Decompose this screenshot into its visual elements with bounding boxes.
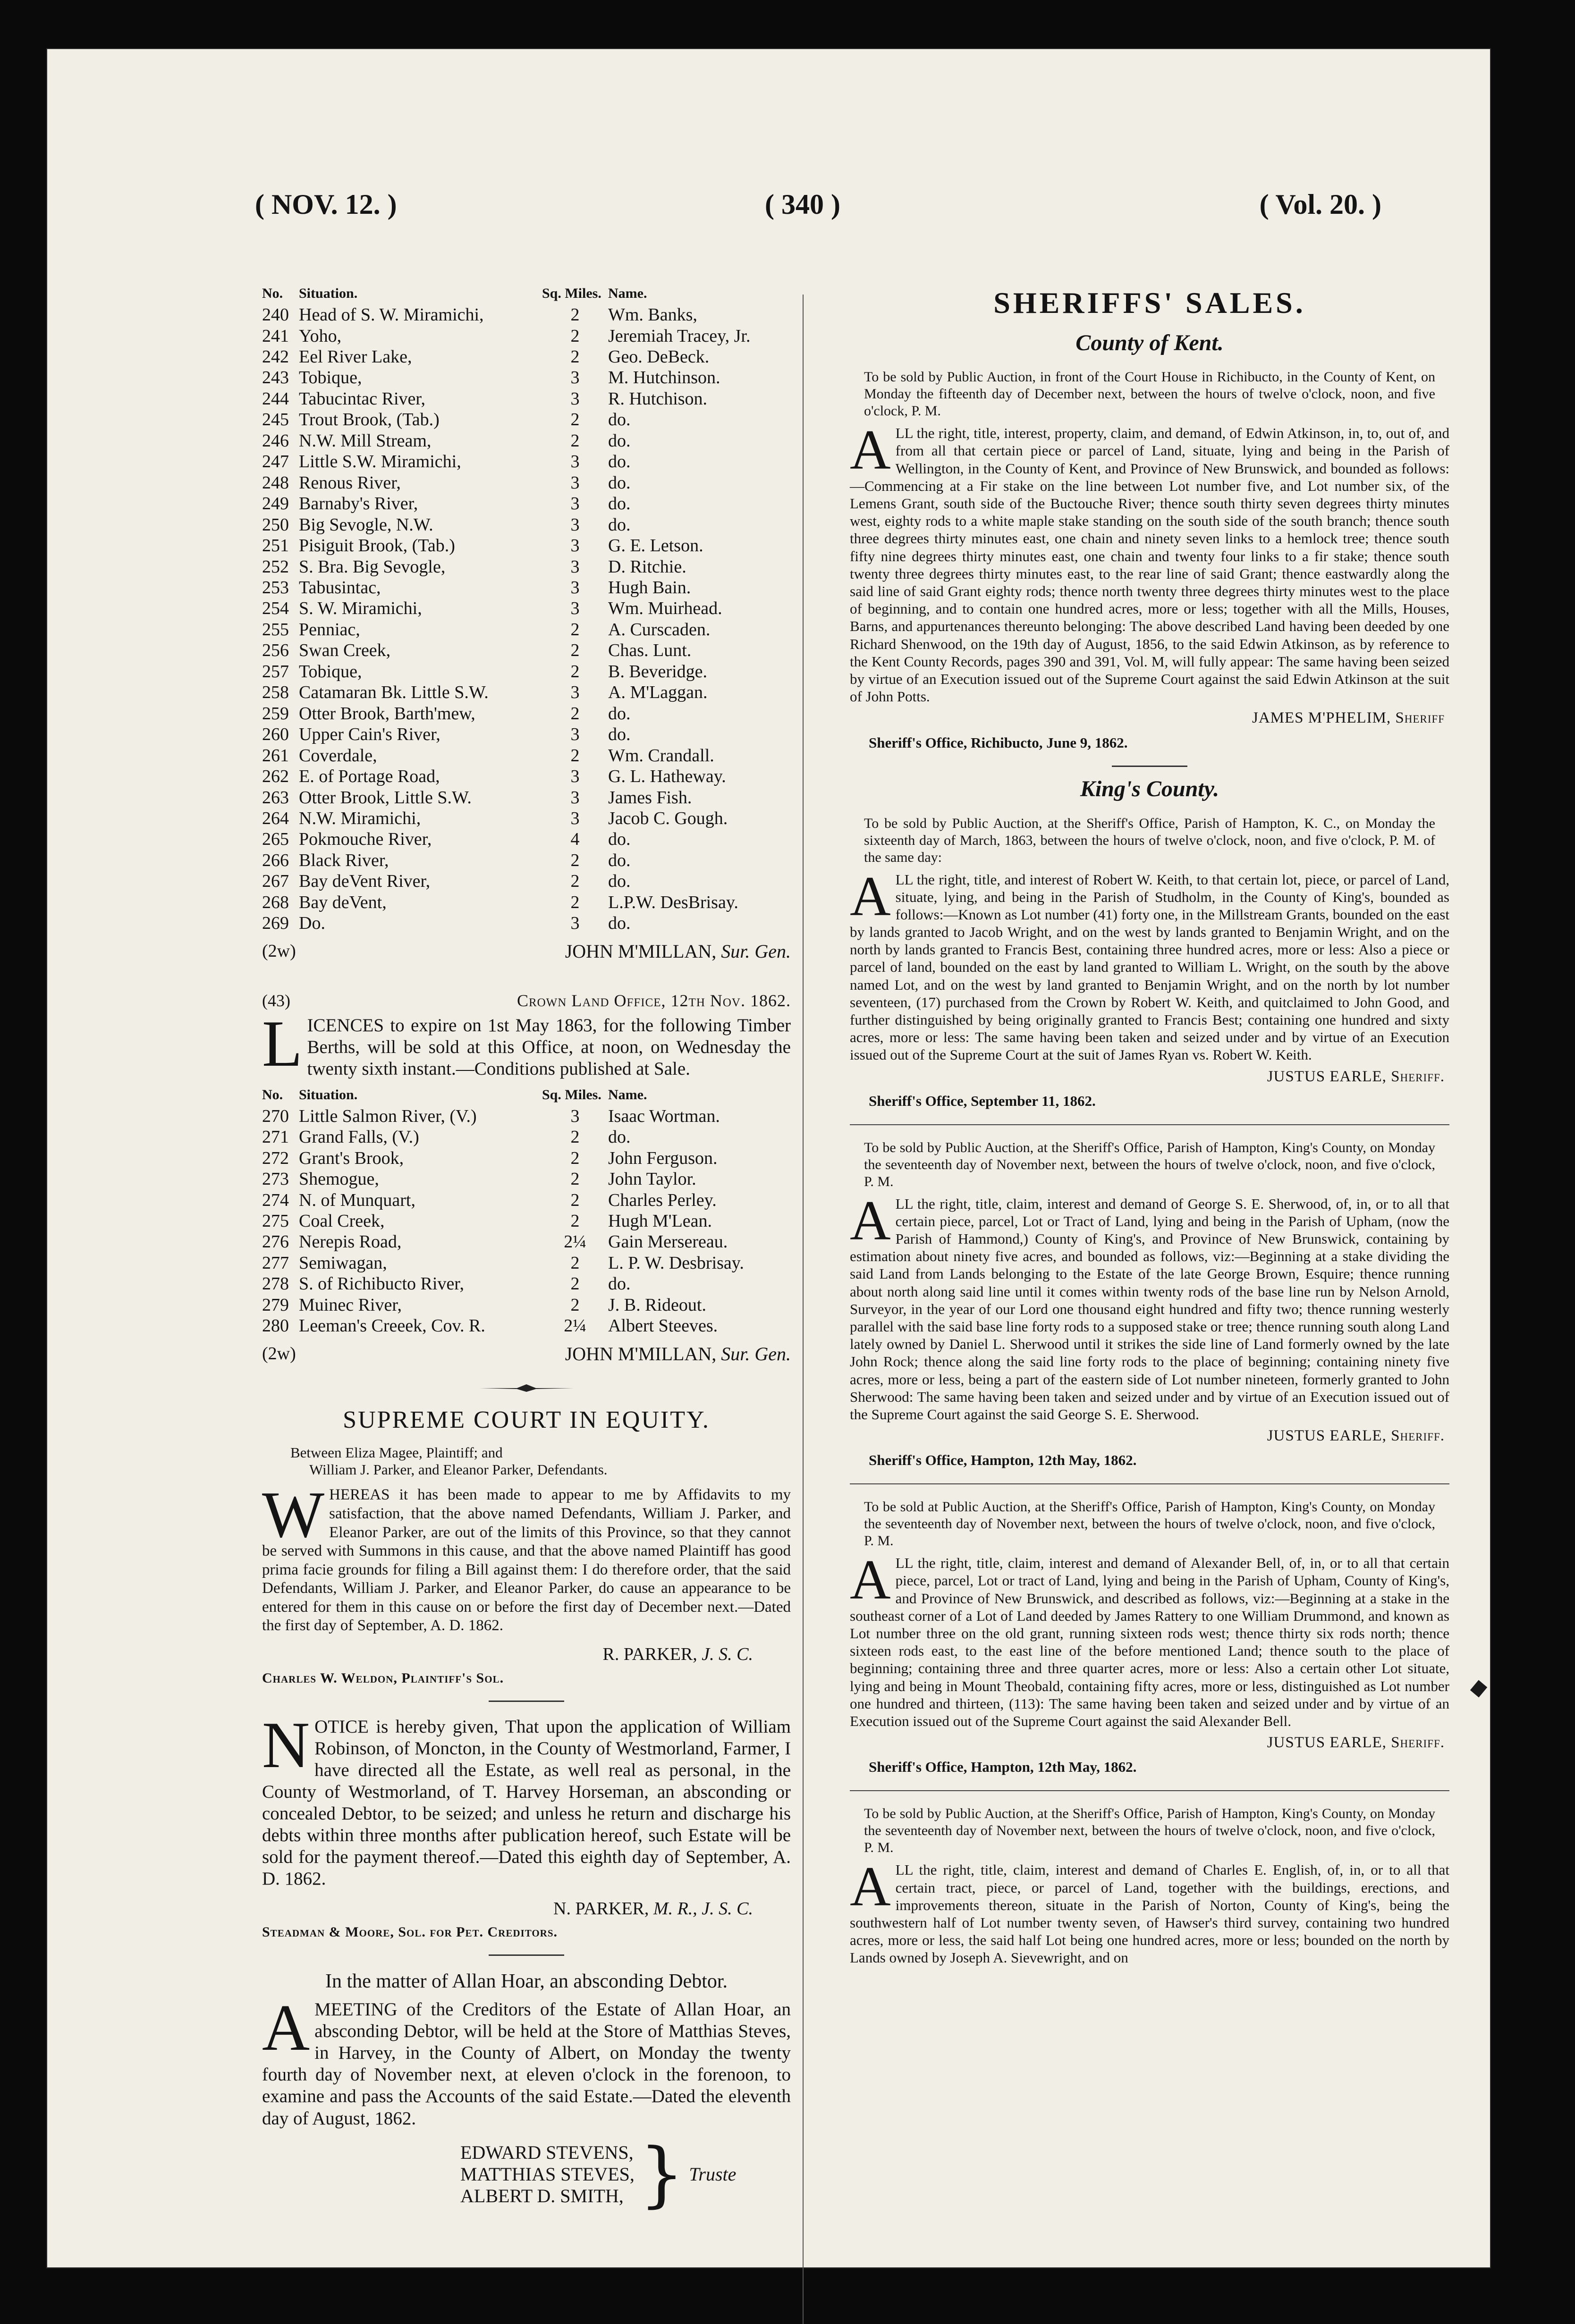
table-cell: Semiwagan, bbox=[299, 1253, 387, 1273]
section-divider bbox=[489, 1701, 564, 1702]
table-cell: 251 bbox=[262, 536, 289, 556]
table-row bbox=[262, 326, 791, 346]
sheriff-signature: JAMES M'PHELIM, Sheriff bbox=[1252, 709, 1445, 727]
column-header: Name. bbox=[608, 1086, 647, 1103]
table-cell: 278 bbox=[262, 1274, 289, 1294]
column-rule bbox=[803, 295, 804, 2324]
table-cell: 241 bbox=[262, 326, 289, 346]
table-cell: 255 bbox=[262, 619, 289, 640]
table-row bbox=[262, 1231, 791, 1252]
table-cell: 3 bbox=[570, 1106, 580, 1126]
table-cell: 240 bbox=[262, 305, 289, 325]
table-row bbox=[262, 787, 791, 808]
licence-1-signoff bbox=[262, 941, 791, 963]
table-cell: 3 bbox=[570, 724, 580, 745]
table-cell: G. L. Hatheway. bbox=[608, 766, 726, 787]
table-cell: Swan Creek, bbox=[299, 640, 391, 661]
table-cell: M. Hutchinson. bbox=[608, 368, 720, 388]
table-cell: Coal Creek, bbox=[299, 1211, 385, 1231]
table-cell: 250 bbox=[262, 514, 289, 535]
column-header: No. bbox=[262, 1086, 283, 1103]
table-cell: L. P. W. Desbrisay. bbox=[608, 1253, 744, 1273]
table-cell: 254 bbox=[262, 598, 289, 619]
table-cell: do. bbox=[608, 724, 631, 745]
table-cell: 2 bbox=[570, 410, 580, 430]
sale-intro: To be sold at Public Auction, at the Sheriff's Office, Parish of Hampton, King's County, on Monday the seventeenth day of November next, between the hours of twelve o'clock, noon, and five o'clock, P. M. bbox=[864, 1499, 1435, 1549]
county-heading: King's County. bbox=[1080, 776, 1219, 802]
table-cell: Tobique, bbox=[299, 368, 362, 388]
table-header bbox=[262, 1086, 791, 1106]
table-row bbox=[262, 472, 791, 493]
table-cell: Tabucintac River, bbox=[299, 388, 426, 409]
table-cell: John Taylor. bbox=[608, 1169, 696, 1189]
table-cell: 2 bbox=[570, 703, 580, 724]
table-cell: do. bbox=[608, 703, 631, 724]
table-row bbox=[262, 661, 791, 682]
table-cell: 246 bbox=[262, 430, 289, 451]
page-blemish bbox=[1470, 1680, 1487, 1698]
table-cell: 3 bbox=[570, 514, 580, 535]
table-cell: 262 bbox=[262, 766, 289, 787]
section-divider bbox=[850, 1124, 1449, 1125]
table-cell: 271 bbox=[262, 1127, 289, 1147]
table-cell: 2 bbox=[570, 1253, 580, 1273]
table-cell: Hugh Bain. bbox=[608, 577, 691, 598]
case-parties: Between Eliza Magee, Plaintiff; and William J. Parker, and Eleanor Parker, Defendants. bbox=[290, 1444, 608, 1478]
table-cell: G. E. Letson. bbox=[608, 536, 703, 556]
table-row bbox=[262, 388, 791, 409]
table-cell: N.W. Miramichi, bbox=[299, 808, 421, 828]
table-row bbox=[262, 304, 791, 325]
surveyor-signature: JOHN M'MILLAN, Sur. Gen. bbox=[565, 940, 791, 962]
table-cell: Muinec River, bbox=[299, 1295, 402, 1315]
section-divider bbox=[850, 1483, 1449, 1484]
table-cell: 248 bbox=[262, 472, 289, 493]
table-row bbox=[262, 619, 791, 640]
master-signature: N. PARKER, M. R., J. S. C. bbox=[553, 1898, 753, 1919]
table-cell: Otter Brook, Barth'mew, bbox=[299, 703, 475, 724]
table-cell: 2 bbox=[570, 1190, 580, 1210]
table-row bbox=[262, 1127, 791, 1147]
table-cell: J. B. Rideout. bbox=[608, 1295, 706, 1315]
table-cell: Jeremiah Tracey, Jr. bbox=[608, 326, 751, 346]
table-row bbox=[262, 808, 791, 829]
table-cell: 2 bbox=[570, 1127, 580, 1147]
table-row bbox=[262, 892, 791, 913]
supreme-court-title: SUPREME COURT IN EQUITY. bbox=[343, 1406, 710, 1433]
table-row bbox=[262, 871, 791, 892]
table-row bbox=[262, 493, 791, 514]
sale-intro: To be sold by Public Auction, at the Sheriff's Office, Parish of Hampton, King's County, on Monday the seventeenth day of November next, between the hours of twelve o'clock, noon, and five o'clock, P. M. bbox=[864, 1139, 1435, 1189]
table-row bbox=[262, 577, 791, 598]
table-row bbox=[262, 640, 791, 661]
table-cell: R. Hutchison. bbox=[608, 388, 708, 409]
table-cell: do. bbox=[608, 871, 631, 892]
table-cell: 252 bbox=[262, 556, 289, 577]
table-cell: S. W. Miramichi, bbox=[299, 598, 422, 619]
table-cell: 3 bbox=[570, 808, 580, 828]
table-cell: do. bbox=[608, 829, 631, 850]
table-row bbox=[262, 1315, 791, 1336]
table-cell: do. bbox=[608, 472, 631, 493]
drop-cap: A bbox=[850, 864, 891, 927]
table-cell: 2 bbox=[570, 619, 580, 640]
table-cell: Gain Mersereau. bbox=[608, 1232, 728, 1252]
table-cell: Bay deVent, bbox=[299, 892, 387, 912]
table-cell: N. of Munquart, bbox=[299, 1190, 415, 1210]
table-cell: 3 bbox=[570, 388, 580, 409]
table-cell: 3 bbox=[570, 368, 580, 388]
table-cell: 270 bbox=[262, 1106, 289, 1126]
table-cell: Hugh M'Lean. bbox=[608, 1211, 712, 1231]
table-cell: Nerepis Road, bbox=[299, 1232, 402, 1252]
table-cell: S. of Richibucto River, bbox=[299, 1274, 464, 1294]
table-cell: 2 bbox=[570, 1211, 580, 1231]
table-body bbox=[262, 304, 791, 934]
insertion-mark: (2w) bbox=[262, 941, 296, 961]
sheriff-signature: JUSTUS EARLE, Sheriff. bbox=[1267, 1734, 1445, 1751]
table-cell: 273 bbox=[262, 1169, 289, 1189]
table-cell: 261 bbox=[262, 745, 289, 766]
table-cell: 274 bbox=[262, 1190, 289, 1210]
table-cell: 3 bbox=[570, 452, 580, 472]
sale-description: ALL the right, title, and interest of Robert W. Keith, to that certain lot, piece, or parcel of Land, situate, lying, and being in the Parish of Studholm, in the County of King's, bounded as follows:—Known as Lot number (41) forty one, in the Millstream Grants, bounded on the east by lands granted to Jacob Wright, and on the west by lands granted to Benjamin Wright, and on the north by lands granted to Francis Best, containing three hundred acres, more or less: Also a piece or parcel of land, bounded on the east by land granted to William L. Wright, on the south by the above named Lot, and on the west by land granted to Benjamin Wright, and on the north by lot number seventeen, (17) purchased from the Crown by Robert W. Keith, and quitclaimed to John Good, and further distinguished by being originally granted to Francis Best; containing one hundred and sixty acres, more or less: The same having been taken and seized under and by virtue of an Execution issued out of the Supreme Court at the suit of James Ryan vs. Robert W. Keith. bbox=[850, 864, 1449, 1063]
table-row bbox=[262, 745, 791, 766]
sale-intro: To be sold by Public Auction, at the Sheriff's Office, Parish of Hampton, King's County, on Monday the seventeenth day of November next, between the hours of twelve o'clock, noon, and five o'clock, P. M. bbox=[864, 1806, 1435, 1856]
table-row bbox=[262, 1211, 791, 1231]
right-column bbox=[850, 285, 1449, 1966]
table-row bbox=[262, 850, 791, 871]
section-divider bbox=[850, 1790, 1449, 1791]
table-row bbox=[262, 1106, 791, 1127]
notice-number: (43) bbox=[262, 991, 290, 1010]
table-row bbox=[262, 1273, 791, 1294]
table-cell: 256 bbox=[262, 640, 289, 661]
table-cell: 3 bbox=[570, 472, 580, 493]
table-cell: 2 bbox=[570, 850, 580, 870]
table-cell: 2 bbox=[570, 745, 580, 766]
table-cell: James Fish. bbox=[608, 787, 692, 808]
sale-description: ALL the right, title, claim, interest and demand of Alexander Bell, of, in, or to all that certain piece, parcel, Lot or tract of Land, lying and being in the Parish of Upham, County of King's, and Province of New Brunswick, and described as follows, viz:—Beginning at a stake in the southeast corner of a Lot of Land deeded by James Rattery to one William Drummond, and known as Lot number three on the old grant, running sixteen rods west; thence thirty six rods north; thence sixteen rods east, to the east line of the before mentioned Land; thence south to the place of beginning; containing three and three quarter acres, more or less: Also a certain other Lot situate, lying and being in Mount Theobald, containing fifty acres, more or less, distinguished as Lot number one hundred and thirteen, (113): The same having been taken and seized under and by virtue of an Execution issued out of the Supreme Court against the said Alexander Bell. bbox=[850, 1548, 1449, 1729]
table-cell: Shemogue, bbox=[299, 1169, 379, 1189]
table-cell: 2 bbox=[570, 1295, 580, 1315]
table-cell: Yoho, bbox=[299, 326, 342, 346]
table-cell: Black River, bbox=[299, 850, 389, 870]
table-cell: Pokmouche River, bbox=[299, 829, 432, 850]
table-header bbox=[262, 285, 791, 304]
table-cell: 3 bbox=[570, 682, 580, 703]
table-row bbox=[262, 1190, 791, 1211]
page-number: ( 340 ) bbox=[765, 189, 840, 220]
table-cell: 4 bbox=[570, 829, 580, 850]
table-cell: S. Bra. Big Sevogle, bbox=[299, 556, 446, 577]
surveyor-signature: JOHN M'MILLAN, Sur. Gen. bbox=[565, 1343, 791, 1364]
supreme-court-order: WHEREAS it has been made to appear to me by Affidavits to my satisfaction, that the above named Defendants, William J. Parker, and Eleanor Parker, are out of the limits of this Province, so that they cannot be served with Summons in this cause, and that the above named Plaintiff has good prima facie grounds for filing a Bill against them: I do therefore order, that the said Defendants, William J. Parker, and Eleanor Parker, do cause an appearance to be entered for them in this cause on or before the first day of December next.—Dated the first day of September, A. D. 1862. bbox=[262, 1478, 791, 1634]
table-row bbox=[262, 1295, 791, 1315]
matter-title: In the matter of Allan Hoar, an absconding Debtor. bbox=[325, 1970, 728, 1993]
table-cell: 245 bbox=[262, 410, 289, 430]
creditors-solicitor: Steadman & Moore, Sol. for Pet. Creditors. bbox=[262, 1924, 558, 1940]
table-row bbox=[262, 535, 791, 556]
trustees-block bbox=[460, 2133, 791, 2215]
table-cell: 2 bbox=[570, 347, 580, 367]
table-cell: 3 bbox=[570, 913, 580, 934]
table-row bbox=[262, 556, 791, 577]
judge-signature: R. PARKER, J. S. C. bbox=[602, 1644, 753, 1665]
column-header: Sq. Miles. bbox=[542, 1086, 601, 1103]
table-cell: 275 bbox=[262, 1211, 289, 1231]
table-cell: 260 bbox=[262, 724, 289, 745]
table-cell: do. bbox=[608, 430, 631, 451]
table-cell: Wm. Banks, bbox=[608, 305, 697, 325]
table-cell: 244 bbox=[262, 388, 289, 409]
table-cell: Tobique, bbox=[299, 661, 362, 682]
table-cell: 279 bbox=[262, 1295, 289, 1315]
table-cell: 2 bbox=[570, 892, 580, 912]
table-row bbox=[262, 682, 791, 703]
table-cell: Pisiguit Brook, (Tab.) bbox=[299, 536, 455, 556]
table-cell: 257 bbox=[262, 661, 289, 682]
table-cell: A. Curscaden. bbox=[608, 619, 711, 640]
table-cell: 2 bbox=[570, 305, 580, 325]
trustee-names: EDWARD STEVENS, MATTHIAS STEVES, ALBERT D. SMITH, bbox=[460, 2141, 635, 2206]
table-cell: 2 bbox=[570, 430, 580, 451]
drop-cap: A bbox=[850, 1855, 891, 1918]
ornament-divider-icon bbox=[262, 1378, 791, 1398]
sheriff-office-date: Sheriff's Office, Richibucto, June 9, 1862. bbox=[869, 734, 1128, 751]
table-cell: 2 bbox=[570, 661, 580, 682]
table-cell: 3 bbox=[570, 577, 580, 598]
table-cell: Little S.W. Miramichi, bbox=[299, 452, 461, 472]
table-cell: 263 bbox=[262, 787, 289, 808]
table-cell: 2¼ bbox=[564, 1316, 586, 1336]
section-divider bbox=[1112, 766, 1187, 767]
table-cell: 269 bbox=[262, 913, 289, 934]
table-row bbox=[262, 1169, 791, 1189]
table-cell: 268 bbox=[262, 892, 289, 912]
table-cell: 266 bbox=[262, 850, 289, 870]
table-cell: 265 bbox=[262, 829, 289, 850]
table-row bbox=[262, 724, 791, 745]
table-cell: 242 bbox=[262, 347, 289, 367]
table-cell: Wm. Crandall. bbox=[608, 745, 714, 766]
table-cell: 243 bbox=[262, 368, 289, 388]
left-column bbox=[262, 285, 791, 2215]
licence-table-1 bbox=[262, 285, 791, 934]
table-cell: A. M'Laggan. bbox=[608, 682, 708, 703]
table-cell: 276 bbox=[262, 1232, 289, 1252]
sale-description: ALL the right, title, interest, property, claim, and demand, of Edwin Atkinson, in, to, out of, and from all that certain piece or parcel of Land, situate, lying and being in the Parish of Wellington, in the County of Kent, and Province of New Brunswick, and bounded as follows:—Commencing at a Fir stake on the line between Lot number five, and Lot number six, of the Lemens Grant, south side of the Buctouche River; thence south thirty seven degrees thirty minutes west, eighty rods to a white maple stake standing on the south side of the south branch; thence south three degrees thirty minutes east, one chain and ninety seven links to a hemlock tree; thence south fifty nine degrees thirty minutes east, one chain and twenty four links to a fir stake; thence south twenty three degrees thirty minutes east, to the rear line of said Grant; thence eastwardly along the said line of said Grant eighty rods; thence north twenty three degrees thirty minutes west to the place of beginning, and to contain one hundred acres, more or less; together with all the Mills, Houses, Barns, and appurtenances thereunto belonging: The above described Land having been deeded by one Richard Shenwood, on the 19th day of August, 1856, to the said Edwin Atkinson, as by reference to the Kent County Records, pages 390 and 391, Vol. M, will fully appear: The same having been seized by virtue of an Execution issued out of the Supreme Court against the said Edwin Atkinson at the suit of John Potts. bbox=[850, 418, 1449, 705]
table-cell: Chas. Lunt. bbox=[608, 640, 692, 661]
table-cell: Tabusintac, bbox=[299, 577, 381, 598]
table-cell: 267 bbox=[262, 871, 289, 892]
sale-intro: To be sold by Public Auction, at the Sheriff's Office, Parish of Hampton, K. C., on Monday the sixteenth day of March, 1863, between the hours of twelve o'clock, noon, and five o'clock, P. M. of the same day: bbox=[864, 815, 1435, 865]
table-row bbox=[262, 514, 791, 535]
table-cell: Bay deVent River, bbox=[299, 871, 431, 892]
drop-cap: W bbox=[262, 1478, 325, 1552]
table-row bbox=[262, 346, 791, 367]
table-cell: Isaac Wortman. bbox=[608, 1106, 720, 1126]
table-cell: 249 bbox=[262, 494, 289, 514]
table-cell: Little Salmon River, (V.) bbox=[299, 1106, 477, 1126]
table-cell: Leeman's Creeek, Cov. R. bbox=[299, 1316, 485, 1336]
crown-land-notice: LICENCES to expire on 1st May 1863, for the following Timber Berths, will be sold at this Office, at noon, on Wednesday the twenty sixth instant.—Conditions published at Sale. bbox=[262, 1007, 791, 1080]
table-cell: 3 bbox=[570, 494, 580, 514]
table-row bbox=[262, 409, 791, 430]
table-cell: E. of Portage Road, bbox=[299, 766, 440, 787]
table-cell: Big Sevogle, N.W. bbox=[299, 514, 433, 535]
table-cell: 2 bbox=[570, 640, 580, 661]
table-cell: 2 bbox=[570, 1169, 580, 1189]
insertion-mark: (2w) bbox=[262, 1343, 296, 1364]
table-cell: 259 bbox=[262, 703, 289, 724]
newspaper-page bbox=[47, 49, 1490, 2267]
section-divider bbox=[489, 1954, 564, 1956]
column-header: Name. bbox=[608, 286, 647, 301]
table-cell: Geo. DeBeck. bbox=[608, 347, 710, 367]
sheriffs-sales-title: SHERIFFS' SALES. bbox=[993, 286, 1306, 320]
drop-cap: N bbox=[262, 1708, 310, 1782]
table-cell: Albert Steeves. bbox=[608, 1316, 718, 1336]
table-cell: Barnaby's River, bbox=[299, 494, 418, 514]
drop-cap: A bbox=[850, 1188, 891, 1252]
table-cell: 3 bbox=[570, 787, 580, 808]
table-row bbox=[262, 829, 791, 850]
table-cell: do. bbox=[608, 1274, 631, 1294]
county-heading: County of Kent. bbox=[1075, 330, 1224, 356]
table-cell: 280 bbox=[262, 1316, 289, 1336]
column-header: Sq. Miles. bbox=[542, 286, 601, 301]
table-row bbox=[262, 703, 791, 724]
table-cell: Wm. Muirhead. bbox=[608, 598, 722, 619]
sheriff-signature: JUSTUS EARLE, Sheriff. bbox=[1267, 1068, 1445, 1085]
table-body bbox=[262, 1106, 791, 1337]
table-cell: do. bbox=[608, 410, 631, 430]
table-cell: Jacob C. Gough. bbox=[608, 808, 728, 828]
brace-icon: } bbox=[639, 2133, 685, 2215]
table-cell: Do. bbox=[299, 913, 325, 934]
table-row bbox=[262, 913, 791, 934]
sale-description: ALL the right, title, claim, interest and demand of Charles E. English, of, in, or to all that certain tract, piece, or parcel of Land, together with the buildings, erections, and improvements thereon, situate in the Parish of Norton, County of King's, being the southwestern half of Lot number twenty seven, of Hawser's third survey, containing two hundred acres, more or less, the said half Lot being one hundred acres, more or less; bounded on the north by Lands owned by Joseph A. Sievewright, and on bbox=[850, 1855, 1449, 1966]
table-cell: 2 bbox=[570, 1274, 580, 1294]
table-cell: N.W. Mill Stream, bbox=[299, 430, 432, 451]
table-cell: do. bbox=[608, 850, 631, 870]
table-cell: Charles Perley. bbox=[608, 1190, 717, 1210]
sheriff-signature: JUSTUS EARLE, Sheriff. bbox=[1267, 1427, 1445, 1445]
drop-cap: A bbox=[850, 418, 891, 481]
table-cell: L.P.W. DesBrisay. bbox=[608, 892, 738, 912]
drop-cap: L bbox=[262, 1007, 303, 1080]
table-cell: 2 bbox=[570, 326, 580, 346]
table-cell: John Ferguson. bbox=[608, 1148, 718, 1168]
crown-land-header bbox=[262, 991, 791, 1010]
table-row bbox=[262, 1253, 791, 1273]
running-head bbox=[255, 188, 1381, 240]
column-header: No. bbox=[262, 286, 283, 301]
table-row bbox=[262, 598, 791, 619]
licence-2-signoff bbox=[262, 1343, 791, 1365]
table-cell: Otter Brook, Little S.W. bbox=[299, 787, 472, 808]
creditors-meeting-notice: AMEETING of the Creditors of the Estate of Allan Hoar, an absconding Debtor, will be held at the Store of Matthias Steves, in Harvey, in the County of Albert, on Monday the twenty fourth day of November next, at eleven o'clock in the forenoon, to examine and pass the Accounts of the said Estate.—Dated the eleventh day of August, 1862. bbox=[262, 1991, 791, 2129]
table-row bbox=[262, 1148, 791, 1169]
absconding-debtor-notice: NOTICE is hereby given, That upon the application of William Robinson, of Moncton, in the County of Westmorland, Farmer, I have directed all the Estate, as well real as personal, in the County of Westmorland, of T. Harvey Horseman, an absconding or concealed Debtor, to be seized; and unless he return and discharge his debts within three months after publication hereof, such Estate will be sold for the payment thereof.—Dated this eighth day of September, A. D. 1862. bbox=[262, 1708, 791, 1889]
table-cell: 2 bbox=[570, 871, 580, 892]
licence-table-2 bbox=[262, 1086, 791, 1337]
table-row bbox=[262, 451, 791, 472]
table-cell: 2¼ bbox=[564, 1232, 586, 1252]
sale-intro: To be sold by Public Auction, in front of the Court House in Richibucto, in the County of Kent, on Monday the fifteenth day of December next, between the hours of twelve o'clock, noon, and five o'clock, P. M. bbox=[864, 369, 1435, 419]
table-row bbox=[262, 367, 791, 388]
table-cell: B. Beveridge. bbox=[608, 661, 708, 682]
table-cell: 258 bbox=[262, 682, 289, 703]
table-cell: Eel River Lake, bbox=[299, 347, 412, 367]
table-cell: 264 bbox=[262, 808, 289, 828]
sheriff-office-date: Sheriff's Office, Hampton, 12th May, 1862. bbox=[869, 1759, 1137, 1776]
table-cell: 247 bbox=[262, 452, 289, 472]
table-cell: 3 bbox=[570, 556, 580, 577]
table-cell: do. bbox=[608, 514, 631, 535]
drop-cap: A bbox=[262, 1991, 310, 2065]
crown-land-office: Crown Land Office, 12th Nov. 1862. bbox=[517, 991, 791, 1010]
plaintiff-solicitor: Charles W. Weldon, Plaintiff's Sol. bbox=[262, 1670, 504, 1686]
table-cell: Trout Brook, (Tab.) bbox=[299, 410, 440, 430]
table-cell: Catamaran Bk. Little S.W. bbox=[299, 682, 489, 703]
sheriff-office-date: Sheriff's Office, September 11, 1862. bbox=[869, 1092, 1096, 1109]
table-cell: Head of S. W. Miramichi, bbox=[299, 305, 484, 325]
table-cell: 3 bbox=[570, 766, 580, 787]
table-cell: Upper Cain's River, bbox=[299, 724, 440, 745]
table-cell: 3 bbox=[570, 536, 580, 556]
sale-description: ALL the right, title, claim, interest and demand of George S. E. Sherwood, of, in, or to all that certain piece, parcel, Lot or Tract of Land, lying and being in the Parish of Upham, (now the Parish of Hammond,) County of King's, and Province of New Brunswick, containing by estimation about ninety five acres, and bounded as follows, viz:—Beginning at a stake dividing the said Land from Lands belonging to the Estate of the late George Brown, Esquire; thence running about north along said line until it comes within twenty rods of the base line run by Nelson Arnold, Surveyor, in the year of our Lord one thousand eight hundred and fifty two; thence running westerly parallel with the said base line forty rods to a supposed stake or tree; thence running south along Land lately owned by Daniel L. Sherwood until it strikes the side line of Land formerly owned by the late John Rock; thence along the said line forty rods to the place of beginning; containing ninety five acres, more or less, being a part of the eastern side of Lot number nineteen, formerly granted to John Sherwood: The same having been taken and seized under and by virtue of an Execution issued out of the Supreme Court against the said George S. E. Sherwood. bbox=[850, 1188, 1449, 1423]
table-cell: do. bbox=[608, 494, 631, 514]
table-cell: do. bbox=[608, 1127, 631, 1147]
table-row bbox=[262, 766, 791, 787]
column-header: Situation. bbox=[299, 1086, 358, 1103]
table-row bbox=[262, 430, 791, 451]
column-header: Situation. bbox=[299, 286, 358, 301]
table-cell: do. bbox=[608, 452, 631, 472]
table-cell: 272 bbox=[262, 1148, 289, 1168]
table-cell: 3 bbox=[570, 598, 580, 619]
table-cell: Grant's Brook, bbox=[299, 1148, 404, 1168]
table-cell: Coverdale, bbox=[299, 745, 377, 766]
table-cell: Renous River, bbox=[299, 472, 401, 493]
volume-number: ( Vol. 20. ) bbox=[1259, 189, 1381, 220]
table-cell: 2 bbox=[570, 1148, 580, 1168]
trustee-label: Truste bbox=[689, 2163, 737, 2185]
table-cell: Grand Falls, (V.) bbox=[299, 1127, 419, 1147]
table-cell: D. Ritchie. bbox=[608, 556, 686, 577]
drop-cap: A bbox=[850, 1548, 891, 1611]
issue-date: ( NOV. 12. ) bbox=[255, 189, 397, 220]
table-cell: 253 bbox=[262, 577, 289, 598]
table-cell: Penniac, bbox=[299, 619, 360, 640]
sheriff-office-date: Sheriff's Office, Hampton, 12th May, 1862. bbox=[869, 1452, 1137, 1469]
table-cell: do. bbox=[608, 913, 631, 934]
table-cell: 277 bbox=[262, 1253, 289, 1273]
